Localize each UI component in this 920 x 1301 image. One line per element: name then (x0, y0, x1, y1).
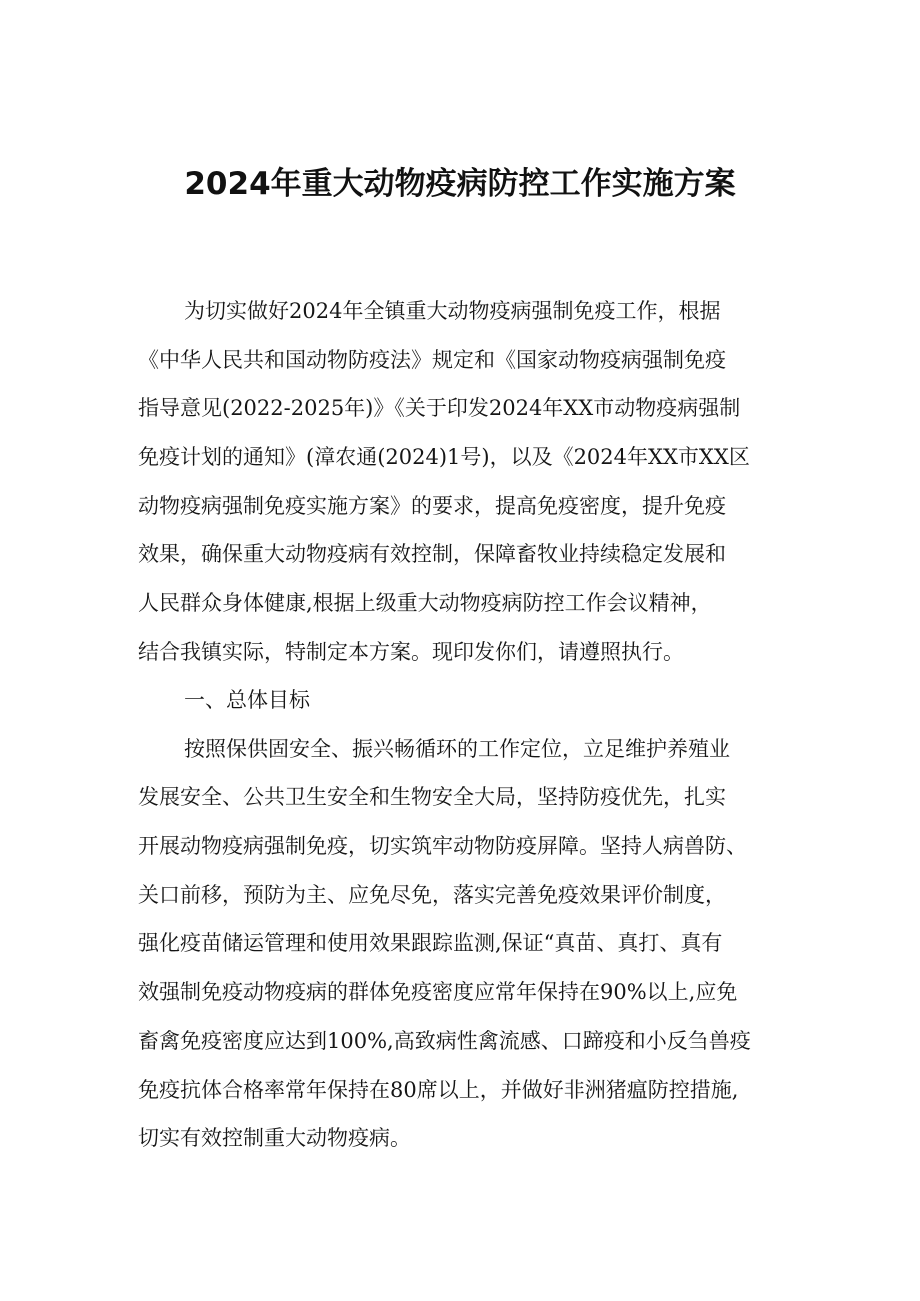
paragraph-line: 畜禽免疫密度应达到100%,高致病性禽流感、口蹄疫和小反刍兽疫 (138, 1028, 751, 1053)
paragraph-line: 按照保供固安全、振兴畅循环的工作定位，立足维护养殖业 (184, 736, 730, 761)
paragraph-line: 发展安全、公共卫生安全和生物安全大局，坚持防疫优先，扎实 (138, 785, 726, 810)
paragraph-line: 动物疫病强制免疫实施方案》的要求，提高免疫密度，提升免疫 (138, 493, 726, 518)
paragraph-line: 为切实做好2024年全镇重大动物疫病强制免疫工作，根据 (184, 299, 721, 323)
section-heading: 一、总体目标 (184, 688, 310, 712)
paragraph-line: 指导意见(2022-2025年)》《关于印发2024年XX市动物疫病强制 (138, 396, 741, 421)
paragraph-line: 《中华人民共和国动物防疫法》规定和《国家动物疫病强制免疫 (138, 347, 726, 372)
paragraph-line: 免疫抗体合格率常年保持在80席以上，并做好非洲猪瘟防控措施, (138, 1077, 739, 1102)
document-title: 2024年重大动物疫病防控工作实施方案 (184, 166, 736, 202)
paragraph-line: 效强制免疫动物疫病的群体免疫密度应常年保持在90%以上,应免 (138, 980, 738, 1005)
intro-paragraph (138, 287, 798, 677)
paragraph-line: 免疫计划的通知》(漳农通(2024)1号)，以及《2024年XX市XX区 (138, 445, 750, 470)
section-overall-goals (138, 676, 798, 1163)
paragraph-line: 关口前移，预防为主、应免尽免，落实完善免疫效果评价制度， (138, 882, 726, 907)
paragraph-line: 效果，确保重大动物疫病有效控制，保障畜牧业持续稳定发展和 (138, 542, 726, 567)
paragraph-line: 切实有效控制重大动物疫病。 (138, 1126, 411, 1151)
paragraph-line: 人民群众身体健康,根据上级重大动物疫病防控工作会议精神， (138, 591, 712, 616)
paragraph-line: 结合我镇实际，特制定本方案。现印发你们，请遵照执行。 (138, 639, 684, 664)
paragraph-line: 开展动物疫病强制免疫，切实筑牢动物防疫屏障。坚持人病兽防、 (138, 834, 747, 859)
paragraph-line: 强化疫苗储运管理和使用效果跟踪监测,保证“真苗、真打、真有 (138, 931, 723, 956)
